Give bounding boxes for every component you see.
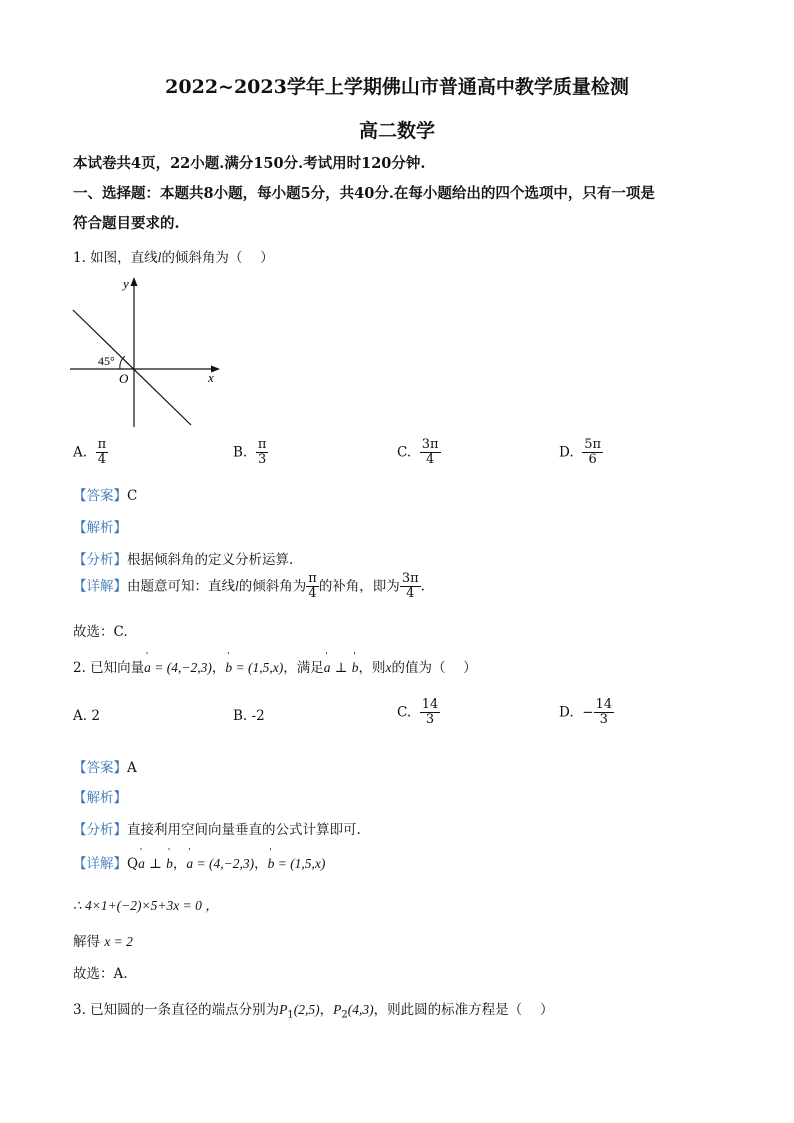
q1-analysis: 【分析】根据倾斜角的定义分析运算.: [73, 552, 294, 568]
q1-answer: 【答案】C: [73, 488, 138, 504]
q2-answer: 【答案】A: [73, 760, 137, 776]
q2-option-a: A. 2: [73, 708, 100, 724]
q1-option-c: C. $\frac{3\pi}{4}$: [397, 437, 439, 468]
q1-stem: 1. 如图，直线l的倾斜角为（ ）: [73, 250, 274, 266]
y-axis-label: y: [123, 276, 129, 291]
q2-equation: ∴ 4×1+(−2)×5+3x = 0 ，: [73, 898, 219, 913]
origin-label: O: [119, 371, 129, 386]
intro-text: 本试卷共4页，22小题.满分150分.考试用时120分钟.: [73, 155, 426, 172]
y-axis-arrow-icon: [131, 277, 138, 286]
q1-detail: 【详解】由题意可知：直线l的倾斜角为 $\frac{\pi}{4}$ 的补角，即为 $\frac{3\pi}{4}$ .: [73, 571, 425, 602]
q1-option-d: D. $\frac{5\pi}{6}$: [559, 437, 602, 468]
q1-pick: 故选：C.: [73, 624, 128, 640]
q2-pick: 故选：A.: [73, 966, 128, 982]
section-heading: 一、选择题：本题共8小题，每小题5分，共40分.在每小题给出的四个选项中，只有一项是: [73, 185, 655, 202]
q2-solve: 解得 x = 2: [73, 934, 133, 950]
q1-figure: [68, 272, 228, 432]
q2-option-d: D. − $\frac{14}{3}$: [559, 697, 613, 728]
q2-option-b: B. -2: [233, 708, 265, 724]
x-axis-label: x: [208, 370, 214, 385]
page-title: 2022~2023学年上学期佛山市普通高中教学质量检测: [165, 76, 629, 98]
q2-analysis: 【分析】直接利用空间向量垂直的公式计算即可.: [73, 822, 361, 838]
q2-option-c: C. $\frac{14}{3}$: [397, 697, 439, 728]
q2-stem: 2. 已知向量' a = (4,−2,3)，' b = (1,5,x)，满足' a ⊥ ' b，则x的值为（ ）: [73, 656, 477, 676]
q1-option-b: B. $\frac{\pi}{3}$: [233, 437, 267, 468]
page-subtitle: 高二数学: [358, 120, 435, 142]
line-l: [73, 310, 191, 425]
q1-option-a: A. $\frac{\pi}{4}$: [73, 437, 107, 468]
angle-label: 45°: [98, 354, 115, 368]
q2-detail: 【详解】Q' a ⊥ ' b，' a = (4,−2,3)，' b = (1,5,x): [73, 852, 325, 872]
angle-arc: [120, 356, 125, 369]
q3-stem: 3. 已知圆的一条直径的端点分别为$P_1(2,5)$，$P_2(4,3)$，则此圆的标准方程是（ ）: [73, 1002, 554, 1021]
q2-solution-label: 【解析】: [73, 790, 127, 806]
q1-solution-label: 【解析】: [73, 520, 127, 536]
section-heading-cont: 符合题目要求的.: [73, 215, 180, 232]
